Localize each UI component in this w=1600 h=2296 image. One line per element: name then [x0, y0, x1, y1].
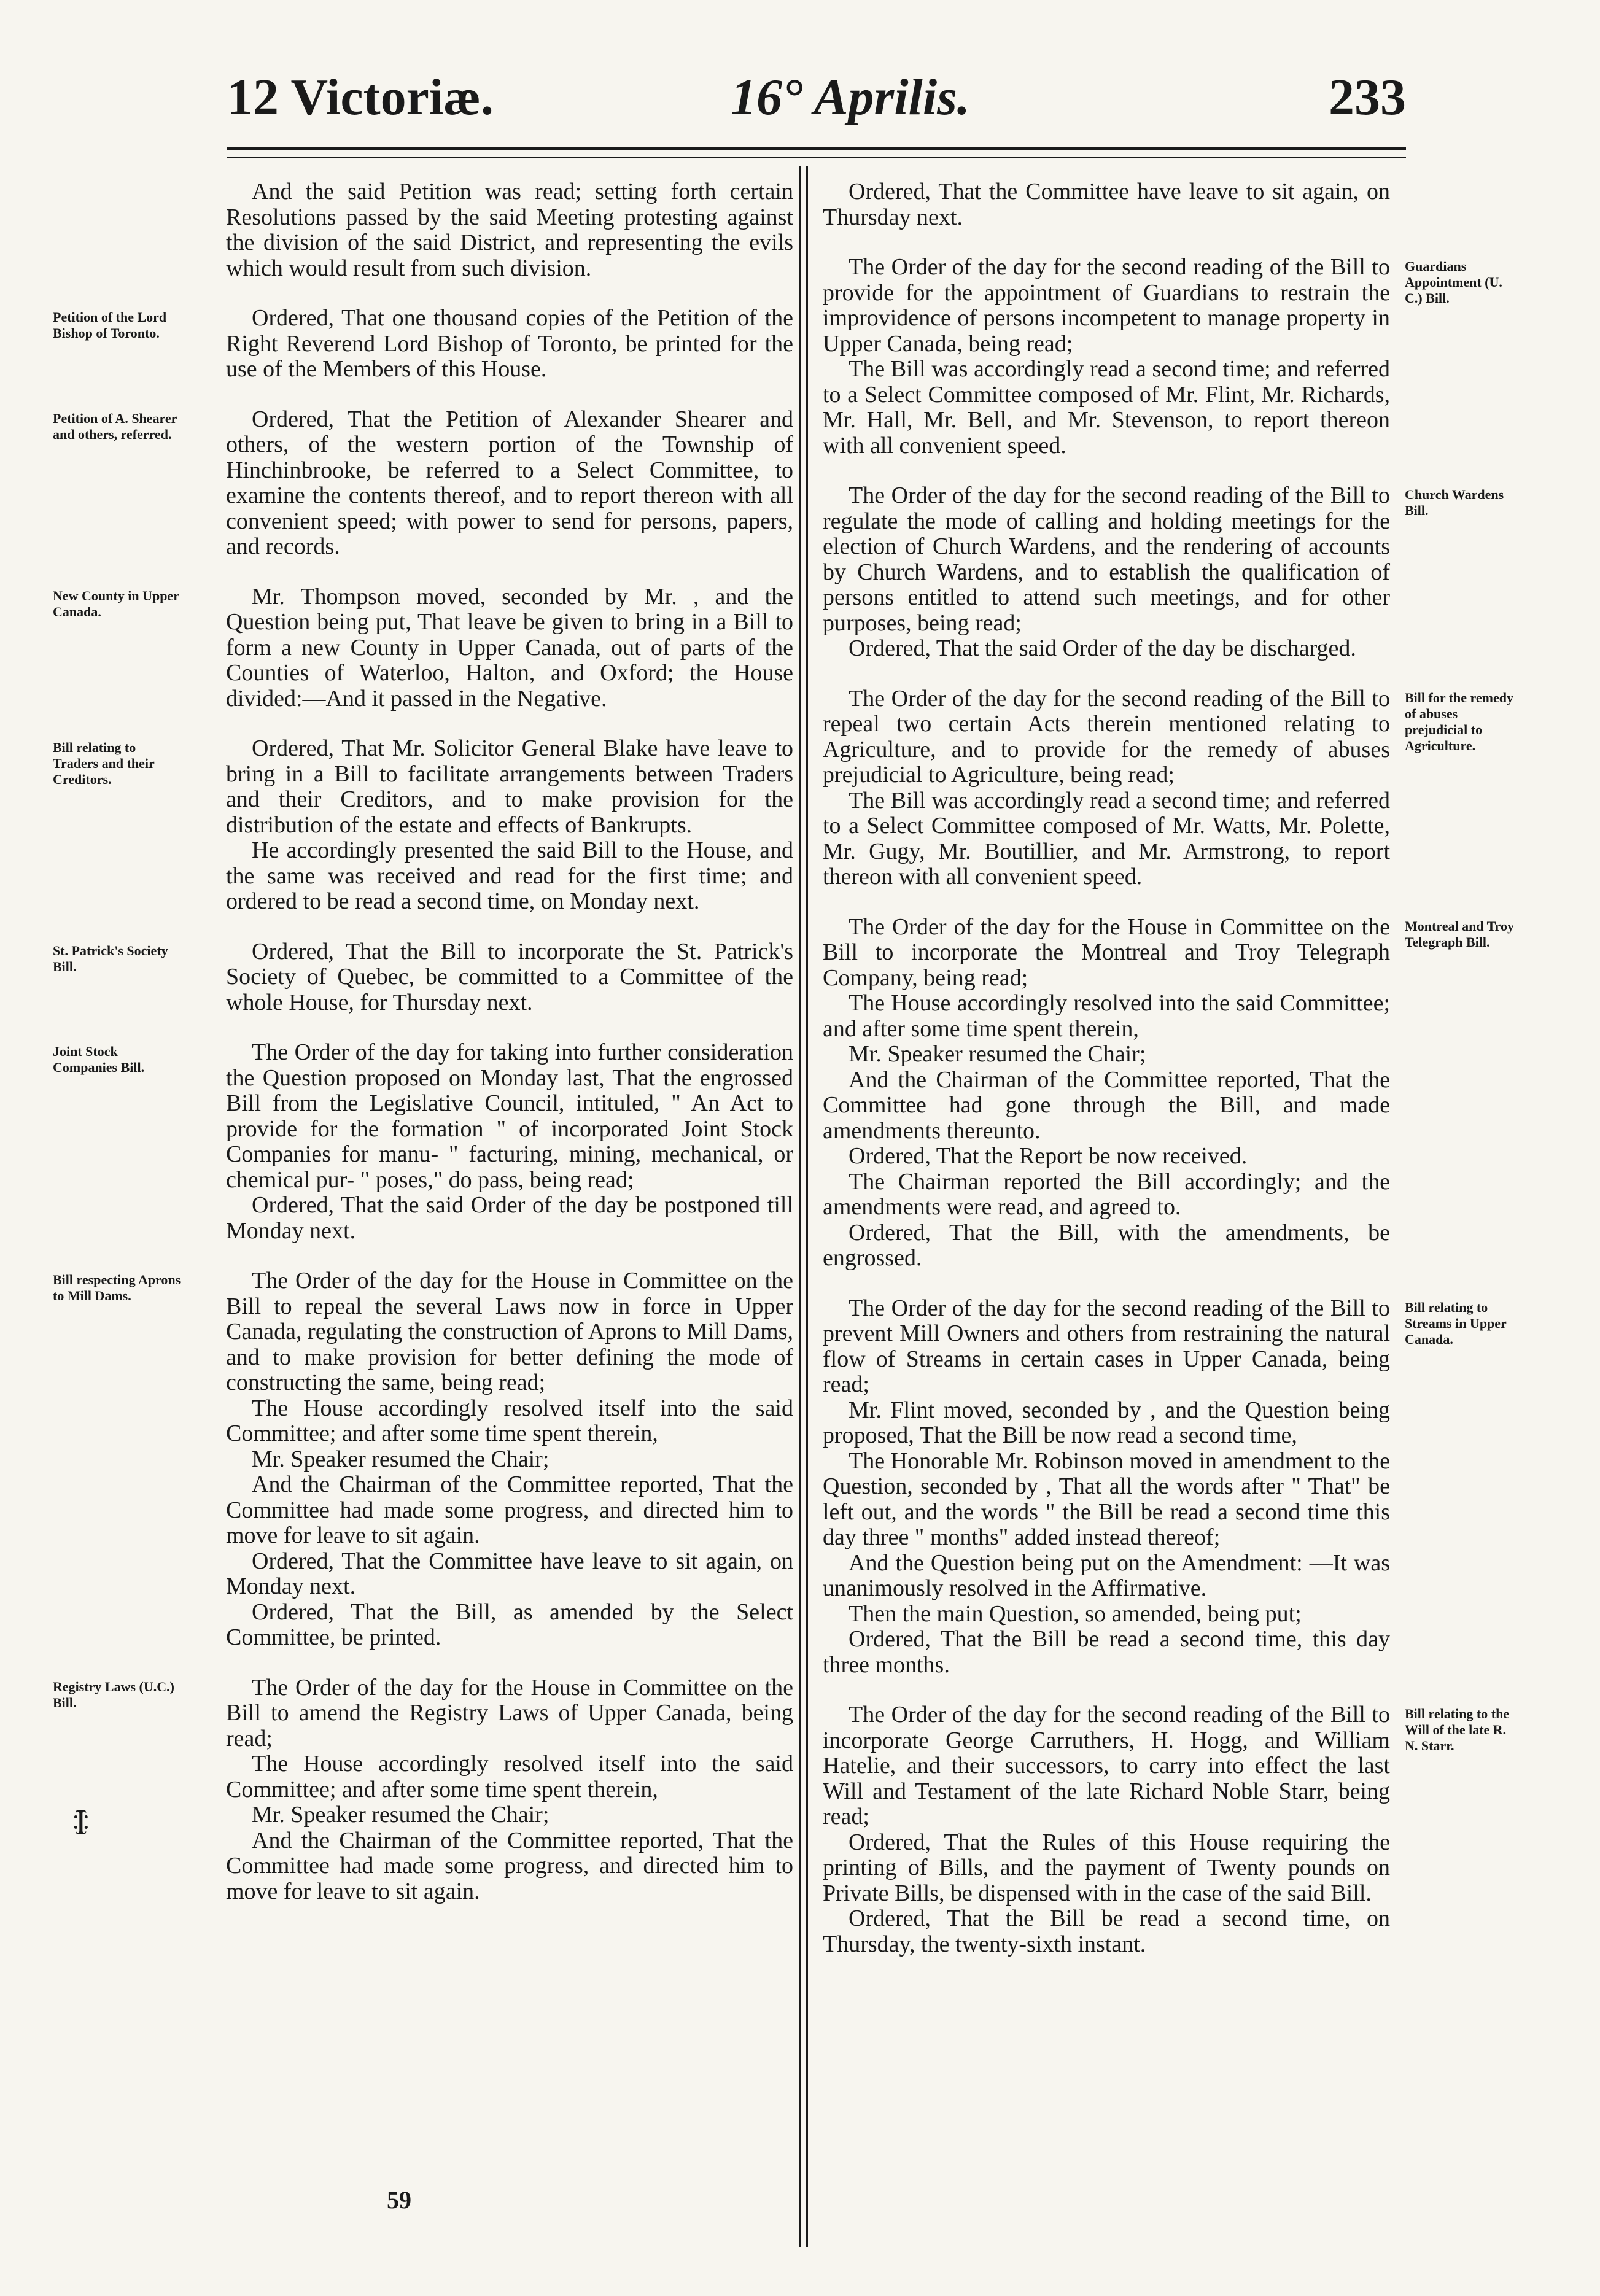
header-rule-thin	[227, 157, 1406, 158]
entry-paragraph: And the Chairman of the Committee reported, That the Committee had made some progress, and directed him to move for leave to sit again.	[226, 1827, 793, 1904]
journal-entry	[823, 179, 1390, 230]
journal-entry	[823, 913, 1515, 1271]
entry-paragraph: The Order of the day for the second reading of the Bill to prevent Mill Owners and others from restraining the natural flow of Streams in certain cases in Upper Canada, being read;	[823, 1295, 1390, 1397]
entry-paragraph: Ordered, That the Report be now received.	[849, 1143, 1248, 1169]
ink-mark-icon: 🜌	[72, 1804, 90, 1842]
entry-paragraph: Mr. Speaker resumed the Chair;	[252, 1446, 550, 1472]
header-rule-thick	[227, 147, 1406, 150]
header-date: 16° Aprilis.	[731, 69, 970, 126]
margin-note: Bill relating to Streams in Upper Canada.	[1405, 1299, 1507, 1347]
journal-entry	[53, 735, 793, 915]
entry-paragraph: Mr. Flint moved, seconded by , and the Question being proposed, That the Bill be now read a second time,	[823, 1397, 1390, 1448]
journal-entry	[823, 483, 1504, 662]
entry-paragraph: Ordered, That the Bill be read a second time, this day three months.	[823, 1626, 1390, 1678]
entry-paragraph: Ordered, That one thousand copies of the Petition of the Right Reverend Lord Bishop of Toronto, be printed for the use of the Members of this House.	[226, 305, 793, 382]
entry-paragraph: The House accordingly resolved itself into the said Committee; and after some time spent therein,	[226, 1751, 793, 1802]
entry-paragraph: The Bill was accordingly read a second time; and referred to a Select Committee composed of Mr. Watts, Mr. Polette, Mr. Gugy, Mr. Boutillier, and Mr. Armstrong, to report thereon with all convenient speed.	[823, 787, 1390, 890]
entry-paragraph: Ordered, That the Bill, as amended by the Select Committee, be printed.	[226, 1599, 793, 1650]
journal-entry	[823, 685, 1513, 890]
margin-note: Bill relating to Traders and their Creditors.	[53, 740, 155, 787]
entry-paragraph: The Order of the day for the House in Committee on the Bill to repeal the several Laws now in force in Upper Canada, regulating the construction of Aprons to Mill Dams, and to make provision for better defining the mode of constructing the same, being read;	[226, 1268, 793, 1395]
entry-paragraph: Ordered, That the Bill be read a second time, on Thursday, the twenty-sixth instant.	[823, 1906, 1390, 1957]
margin-note: Petition of A. Shearer and others, referred.	[53, 410, 177, 442]
entry-paragraph: Mr. Thompson moved, seconded by Mr. , and the Question being put, That leave be given to bring in a Bill to form a new County in Upper Canada, out of parts of the Counties of Waterloo, Halton, and Oxford; the House divided:—And it passed in the Negative.	[226, 583, 793, 712]
column-divider	[806, 166, 808, 2247]
right-column	[823, 179, 1515, 1982]
margin-note: Guardians Appointment (U. C.) Bill.	[1405, 258, 1502, 306]
margin-note: Bill respecting Aprons to Mill Dams.	[53, 1272, 181, 1303]
column-divider	[799, 166, 801, 2247]
entry-paragraph: Ordered, That the Committee have leave to sit again, on Thursday next.	[823, 179, 1390, 230]
entry-paragraph: Mr. Speaker resumed the Chair;	[849, 1041, 1146, 1067]
page-number: 233	[1329, 69, 1406, 126]
entry-paragraph: The Order of the day for the House in Committee on the Bill to incorporate the Montreal and Troy Telegraph Company, being read;	[823, 913, 1390, 991]
entry-paragraph: And the Chairman of the Committee reported, That the Committee had made some progress, and directed him to move for leave to sit again.	[226, 1472, 793, 1548]
journal-entry	[823, 1295, 1507, 1678]
journal-entry	[53, 406, 793, 560]
margin-note: New County in Upper Canada.	[53, 588, 179, 619]
entry-paragraph: Ordered, That the said Order of the day be discharged.	[849, 635, 1356, 661]
entry-paragraph: The Chairman reported the Bill accordingly; and the amendments were read, and agreed to.	[823, 1168, 1390, 1220]
journal-entry	[226, 179, 793, 281]
entry-paragraph: Ordered, That the Committee have leave to sit again, on Monday next.	[226, 1548, 793, 1599]
entry-paragraph: The Honorable Mr. Robinson moved in amendment to the Question, seconded by , That all the words after " That" be left out, and the words " the Bill be read a second time this day three " months" added instead thereof;	[823, 1448, 1390, 1550]
journal-entry	[53, 1039, 793, 1244]
entry-paragraph: The Order of the day for the second reading of the Bill to regulate the mode of calling and holding meetings for the election of Church Wardens, and the rendering of accounts by Church Wardens, and to establish the qualification of persons entitled to attend such meetings, and for other purposes, being read;	[823, 483, 1390, 636]
margin-note: Bill relating to the Will of the late R. N. Starr.	[1405, 1706, 1510, 1753]
margin-note: Montreal and Troy Telegraph Bill.	[1405, 918, 1515, 950]
journal-entry	[53, 305, 793, 382]
entry-paragraph: Ordered, That the said Order of the day be postponed till Monday next.	[226, 1192, 793, 1244]
margin-note: Joint Stock Companies Bill.	[53, 1044, 145, 1075]
entry-paragraph: Then the main Question, so amended, being put;	[849, 1600, 1302, 1627]
entry-paragraph: The Order of the day for the second reading of the Bill to incorporate George Carruthers, H. Hogg, and William Hatelie, and their successors, to carry into effect the last Will and Testament of the late Richard Noble Starr, being read;	[823, 1702, 1390, 1829]
left-column	[53, 179, 793, 1929]
entry-paragraph: The Order of the day for the House in Committee on the Bill to amend the Registry Laws of Upper Canada, being read;	[226, 1674, 793, 1751]
entry-paragraph: He accordingly presented the said Bill to the House, and the same was received and read for the first time; and ordered to be read a second time, on Monday next.	[226, 837, 793, 914]
entry-paragraph: The House accordingly resolved into the said Committee; and after some time spent therein,	[823, 990, 1390, 1042]
entry-paragraph: Ordered, That Mr. Solicitor General Blake have leave to bring in a Bill to facilitate arrangements between Traders and their Creditors, and to make provision for the distribution of the estate and effects of Bankrupts.	[226, 735, 793, 838]
entry-paragraph: The House accordingly resolved itself into the said Committee; and after some time spent therein,	[226, 1395, 793, 1446]
entry-paragraph: Ordered, That the Bill, with the amendments, be engrossed.	[823, 1219, 1390, 1271]
entry-paragraph: The Order of the day for the second reading of the Bill to provide for the appointment of Guardians to restrain the improvidence of persons incompetent to manage property in Upper Canada, being read;	[823, 254, 1390, 357]
margin-note: Bill for the remedy of abuses prejudicial to Agriculture.	[1405, 689, 1513, 753]
entry-paragraph: Ordered, That the Bill to incorporate the St. Patrick's Society of Quebec, be committed to a Committee of the whole House, for Thursday next.	[226, 938, 793, 1015]
entry-paragraph: And the said Petition was read; setting forth certain Resolutions passed by the said Meeting protesting against the division of the said District, and representing the evils which would result from such division.	[226, 179, 793, 281]
margin-note: Church Wardens Bill.	[1405, 487, 1504, 518]
margin-note: St. Patrick's Society Bill.	[53, 942, 168, 974]
entry-paragraph: The Order of the day for the second reading of the Bill to repeal two certain Acts therein mentioned relating to Agriculture, and to provide for the remedy of abuses prejudicial to Agriculture, being read;	[823, 685, 1390, 788]
journal-entry	[53, 1268, 793, 1651]
journal-entry	[53, 583, 793, 712]
signature-mark: 59	[387, 2186, 411, 2214]
entry-paragraph: And the Question being put on the Amendment: —It was unanimously resolved in the Affirmative.	[823, 1549, 1390, 1601]
entry-paragraph: Ordered, That the Petition of Alexander Shearer and others, of the western portion of the Township of Hinchinbrooke, be referred to a Select Committee, to examine the contents thereof, and to report thereon with all convenient speed; with power to send for persons, papers, and records.	[226, 406, 793, 559]
entry-paragraph: Mr. Speaker resumed the Chair;	[252, 1802, 550, 1828]
header-regnal-year: 12 Victoriæ.	[227, 69, 494, 126]
entry-paragraph: The Order of the day for taking into further consideration the Question proposed on Monday last, That the engrossed Bill from the Legislative Council, intituled, " An Act to provide for the formation " of incorporated Joint Stock Companies for manu- " facturing, mining, mechanical, or chemical pur- " poses," do pass, being read;	[226, 1039, 793, 1193]
margin-note: Registry Laws (U.C.) Bill.	[53, 1678, 174, 1710]
entry-paragraph: Ordered, That the Rules of this House requiring the printing of Bills, and the payment of Twenty pounds on Private Bills, be dispensed with in the case of the said Bill.	[823, 1829, 1390, 1906]
journal-entry	[823, 254, 1502, 459]
page-header	[227, 68, 1406, 147]
journal-entry	[823, 1702, 1510, 1957]
entry-paragraph: The Bill was accordingly read a second time; and referred to a Select Committee composed of Mr. Flint, Mr. Richards, Mr. Hall, Mr. Bell, and Mr. Stevenson, to report thereon with all convenient speed.	[823, 356, 1390, 459]
entry-paragraph: And the Chairman of the Committee reported, That the Committee had gone through the Bill, and made amendments thereunto.	[823, 1066, 1390, 1144]
journal-entry	[53, 938, 793, 1016]
journal-entry	[53, 1674, 793, 1905]
margin-note: Petition of the Lord Bishop of Toronto.	[53, 309, 167, 341]
